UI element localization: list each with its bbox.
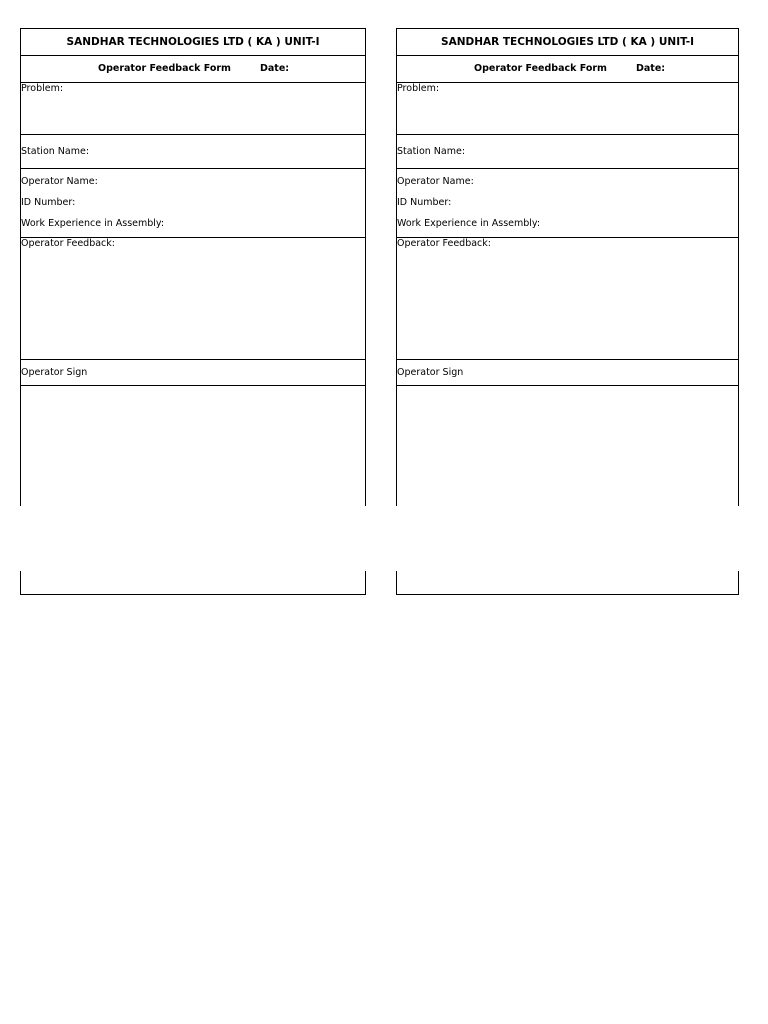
problem-field[interactable] xyxy=(21,83,365,135)
form-header-row xyxy=(397,56,738,83)
station-name-field[interactable] xyxy=(397,135,738,169)
date-label: Date: xyxy=(636,63,666,74)
form-header-row xyxy=(21,56,365,83)
problem-label: Problem: xyxy=(397,83,440,94)
form-title: Operator Feedback Form xyxy=(474,63,607,74)
work-experience-label: Work Experience in Assembly: xyxy=(21,218,165,229)
operator-feedback-label: Operator Feedback: xyxy=(397,238,491,249)
id-number-label: ID Number: xyxy=(397,197,452,208)
operator-sign-field[interactable] xyxy=(397,360,738,386)
company-title: SANDHAR TECHNOLOGIES LTD ( KA ) UNIT-I xyxy=(21,29,365,56)
operator-sign-label: Operator Sign xyxy=(21,367,88,378)
station-name-label: Station Name: xyxy=(21,146,90,157)
station-name-label: Station Name: xyxy=(397,146,466,157)
form-table xyxy=(20,28,366,506)
work-experience-label: Work Experience in Assembly: xyxy=(397,218,541,229)
form-title: Operator Feedback Form xyxy=(98,63,231,74)
company-title: SANDHAR TECHNOLOGIES LTD ( KA ) UNIT-I xyxy=(397,29,738,56)
operator-name-label: Operator Name: xyxy=(21,176,98,187)
operator-feedback-label: Operator Feedback: xyxy=(21,238,115,249)
form-bottom-edge xyxy=(20,571,366,595)
operator-sign-field[interactable] xyxy=(21,360,365,386)
form-table xyxy=(396,28,739,506)
operator-sign-label: Operator Sign xyxy=(397,367,464,378)
operator-name-label: Operator Name: xyxy=(397,176,474,187)
id-number-label: ID Number: xyxy=(21,197,76,208)
blank-area xyxy=(21,386,365,506)
operator-feedback-field[interactable] xyxy=(397,238,738,360)
date-label: Date: xyxy=(260,63,290,74)
operator-info-field[interactable] xyxy=(397,169,738,238)
feedback-form-right xyxy=(396,28,739,506)
form-bottom-edge xyxy=(396,571,739,595)
problem-label: Problem: xyxy=(21,83,64,94)
station-name-field[interactable] xyxy=(21,135,365,169)
operator-feedback-field[interactable] xyxy=(21,238,365,360)
operator-info-field[interactable] xyxy=(21,169,365,238)
problem-field[interactable] xyxy=(397,83,738,135)
feedback-form-left xyxy=(20,28,366,506)
blank-area xyxy=(397,386,738,506)
